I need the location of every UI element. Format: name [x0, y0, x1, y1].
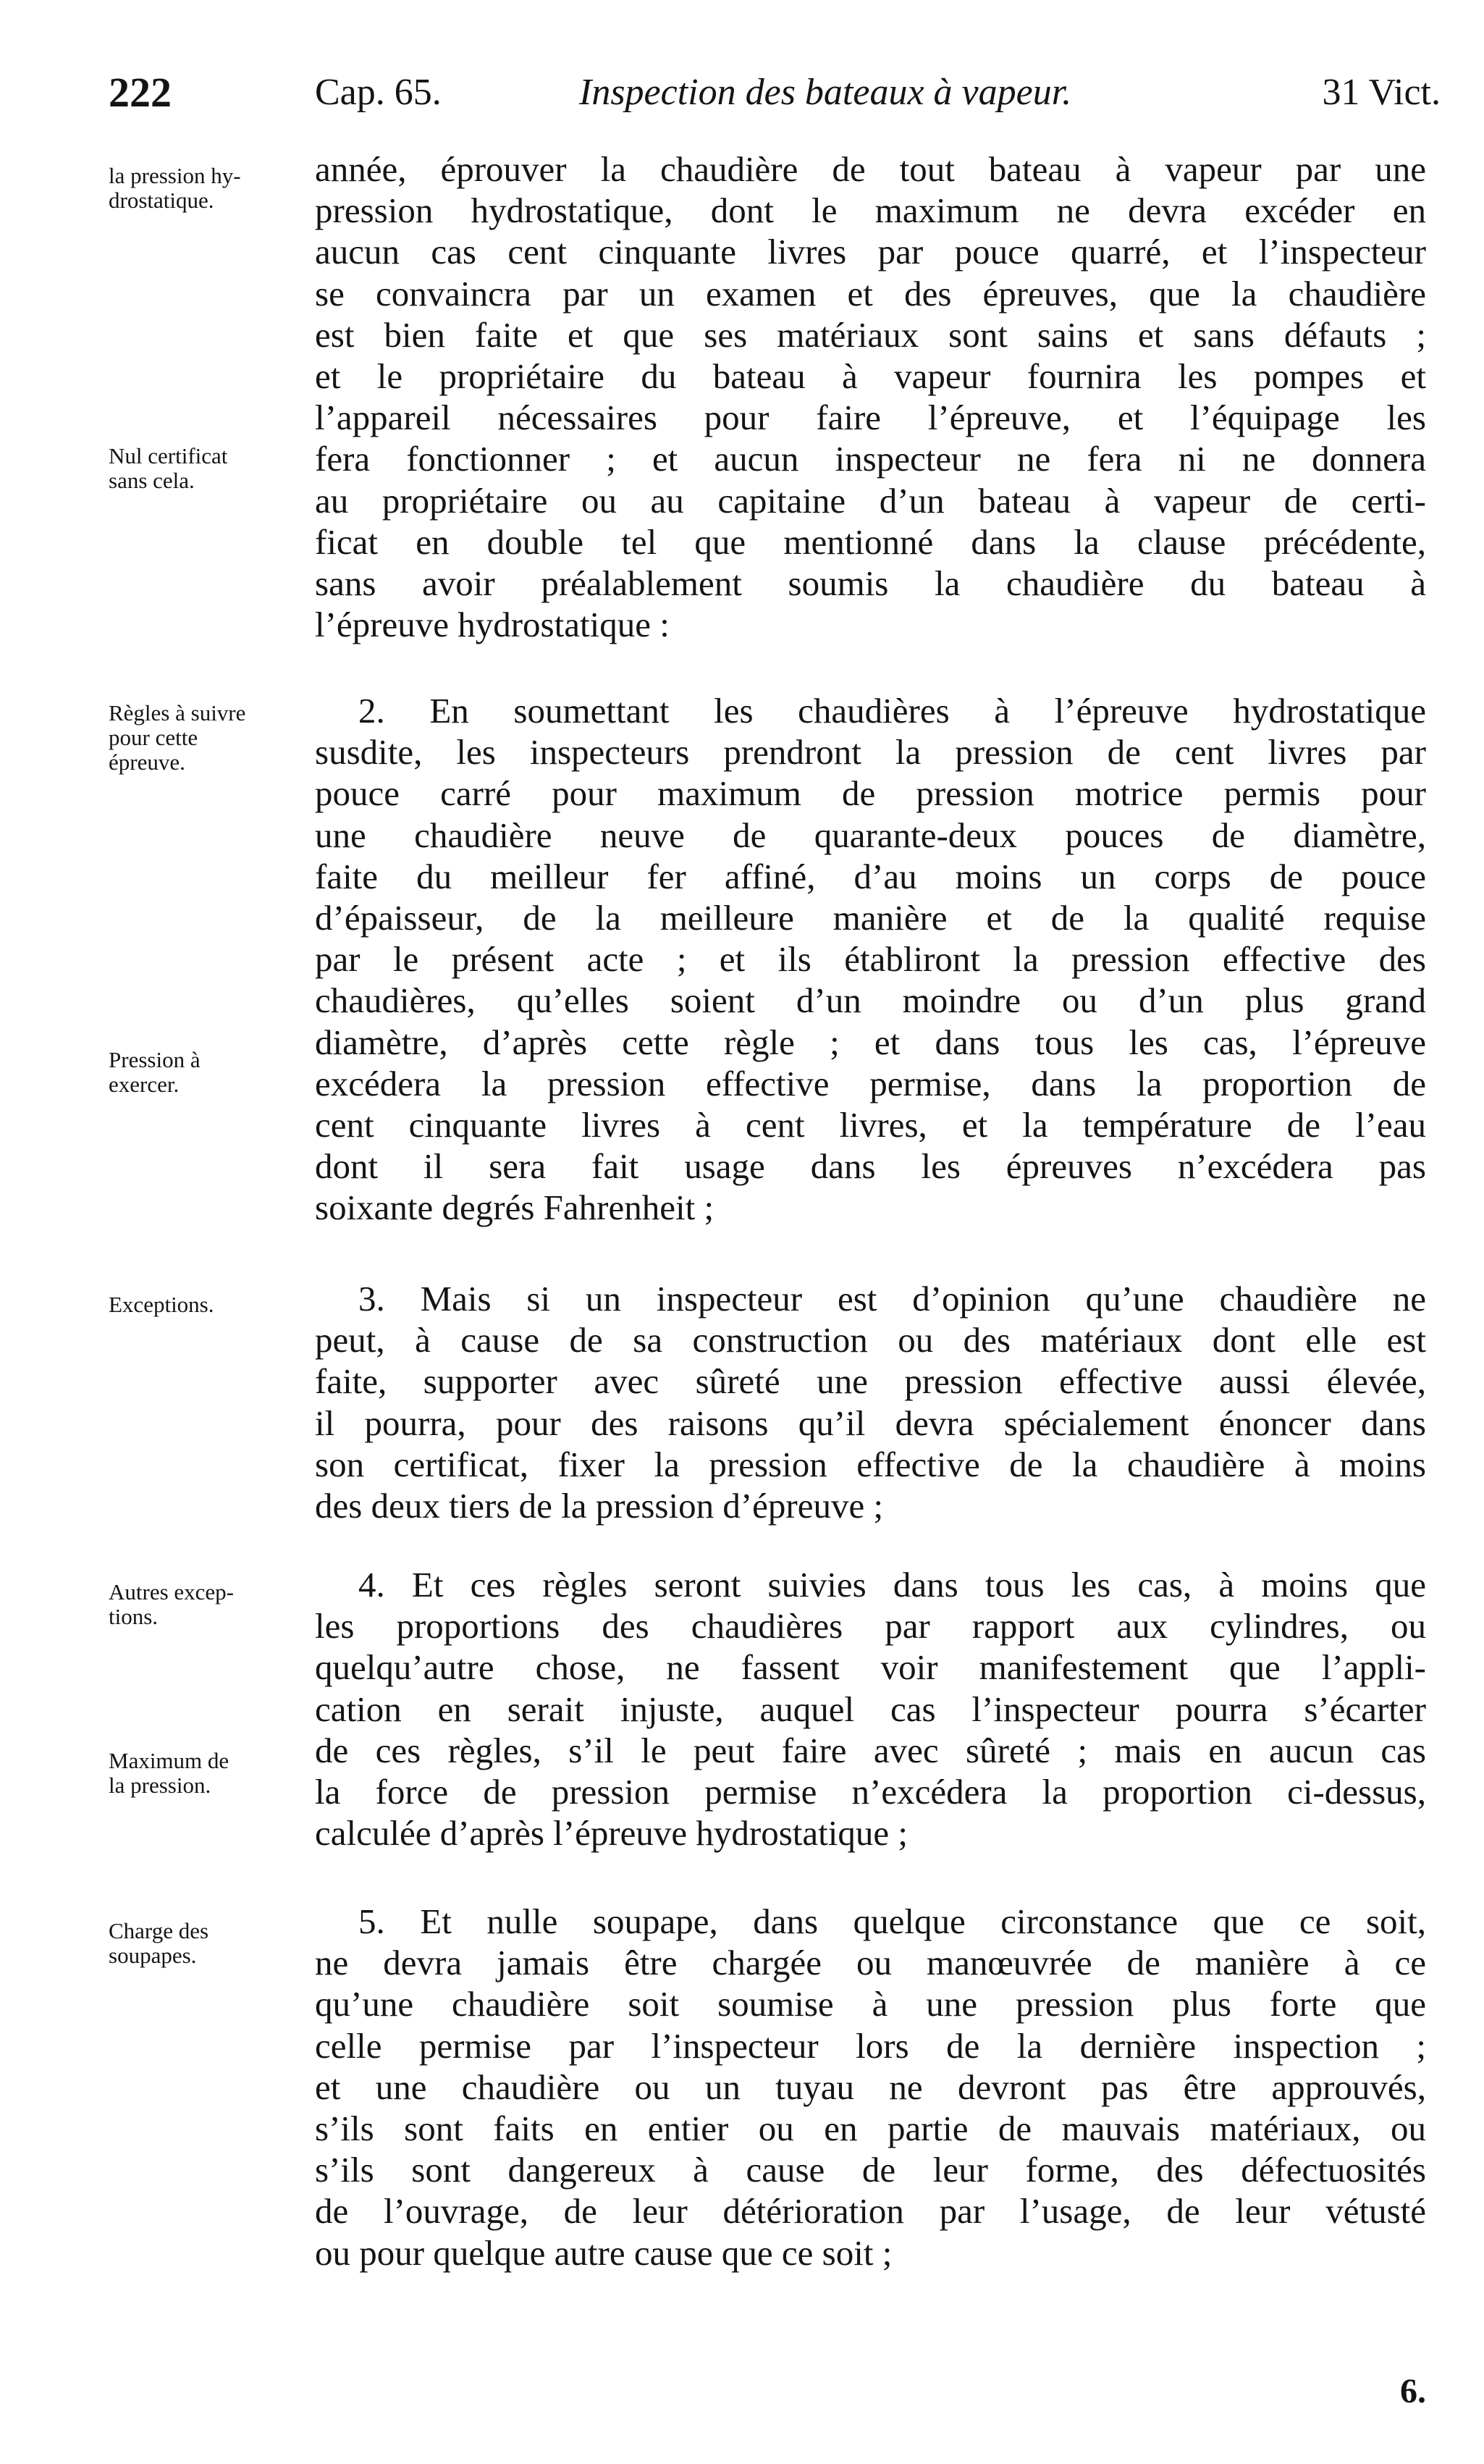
- text-line: s’ils sont dangereux à cause de leur forme, des défectuosités: [315, 2150, 1426, 2190]
- regnal-year: 31 Vict.: [1322, 72, 1441, 113]
- page-number: 222: [109, 69, 172, 116]
- text-line: se convaincra par un examen et des épreuves, que la chaudière: [315, 273, 1426, 314]
- text-line: faite du meilleur fer affiné, d’au moins un corps de pouce: [315, 856, 1426, 896]
- text-line: peut, à cause de sa construction ou des matériaux dont elle est: [315, 1320, 1426, 1361]
- text-line: de ces règles, s’il le peut faire avec sûreté ; mais en aucun cas: [315, 1730, 1426, 1770]
- margin-note-line: Pression à: [109, 1047, 201, 1072]
- margin-note-line: la pression.: [109, 1773, 211, 1798]
- paragraph-2: [315, 690, 1426, 1229]
- text-line: soixante degrés Fahrenheit ;: [315, 1187, 714, 1228]
- margin-note: [109, 444, 297, 493]
- text-line: ou pour quelque autre cause que ce soit ;: [315, 2232, 893, 2273]
- text-line: cation en serait injuste, auquel cas l’inspecteur pourra s’écarter: [315, 1689, 1426, 1729]
- text-line: sans avoir préalablement soumis la chaudière du bateau à: [315, 563, 1426, 604]
- text-line: fera fonctionner ; et aucun inspecteur ne fera ni ne donnera: [315, 439, 1426, 479]
- margin-note: [109, 1919, 297, 1968]
- paragraph-3: [315, 1278, 1426, 1526]
- paragraph-4: [315, 1564, 1426, 1854]
- chapter-label: Cap. 65.: [315, 72, 442, 113]
- text-line: les proportions des chaudières par rapport aux cylindres, ou: [315, 1606, 1426, 1647]
- text-line: son certificat, fixer la pression effective de la chaudière à moins: [315, 1444, 1426, 1484]
- margin-note: [109, 1580, 297, 1629]
- margin-note-line: Charge des: [109, 1918, 209, 1943]
- text-line: 2. En soumettant les chaudières à l’épreuve hydrostatique: [358, 691, 1426, 731]
- text-line: la force de pression permise n’excédera la proportion ci-dessus,: [315, 1772, 1426, 1812]
- margin-note-line: Maximum de: [109, 1748, 229, 1773]
- margin-note-line: Nul certificat: [109, 443, 228, 468]
- text-line: excédera la pression effective permise, dans la proportion de: [315, 1063, 1426, 1103]
- margin-note-line: Règles à suivre: [109, 700, 246, 726]
- text-line: aucun cas cent cinquante livres par pouce quarré, et l’inspecteur: [315, 232, 1426, 272]
- text-line: l’épreuve hydrostatique :: [315, 605, 670, 645]
- text-line: au propriétaire ou au capitaine d’un bateau à vapeur de certi-: [315, 480, 1426, 521]
- margin-note: [109, 1749, 297, 1798]
- text-line: de l’ouvrage, de leur détérioration par l’usage, de leur vétusté: [315, 2191, 1426, 2232]
- margin-note: [109, 1292, 297, 1317]
- margin-note-line: sans cela.: [109, 468, 195, 493]
- text-line: pouce carré pour maximum de pression motrice permis pour: [315, 773, 1426, 814]
- text-line: 5. Et nulle soupape, dans quelque circonstance que ce soit,: [358, 1901, 1426, 1941]
- text-line: diamètre, d’après cette règle ; et dans tous les cas, l’épreuve: [315, 1022, 1426, 1062]
- text-line: ficat en double tel que mentionné dans la clause précédente,: [315, 521, 1426, 562]
- text-line: quelqu’autre chose, ne fassent voir manifestement que l’appli-: [315, 1647, 1426, 1688]
- margin-note-line: épreuve.: [109, 749, 185, 775]
- text-line: celle permise par l’inspecteur lors de la dernière inspection ;: [315, 2025, 1426, 2066]
- paragraph-continuation: [315, 148, 1426, 645]
- text-line: année, éprouver la chaudière de tout bateau à vapeur par une: [315, 149, 1426, 189]
- text-line: et une chaudière ou un tuyau ne devront pas être approuvés,: [315, 2066, 1426, 2107]
- margin-note-line: Autres excep-: [109, 1579, 234, 1605]
- text-line: est bien faite et que ses matériaux sont sains et sans défauts ;: [315, 314, 1426, 355]
- running-header: [109, 64, 1441, 122]
- text-line: susdite, les inspecteurs prendront la pression de cent livres par: [315, 732, 1426, 773]
- margin-note: [109, 701, 297, 775]
- text-line: et le propriétaire du bateau à vapeur fournira les pompes et: [315, 356, 1426, 397]
- margin-note: [109, 164, 297, 213]
- text-line: des deux tiers de la pression d’épreuve ;: [315, 1486, 884, 1526]
- text-line: faite, supporter avec sûreté une pression effective aussi élevée,: [315, 1361, 1426, 1402]
- text-line: pression hydrostatique, dont le maximum ne devra excéder en: [315, 190, 1426, 231]
- text-line: calculée d’après l’épreuve hydrostatique ;: [315, 1813, 908, 1854]
- text-line: s’ils sont faits en entier ou en partie de mauvais matériaux, ou: [315, 2108, 1426, 2149]
- text-line: cent cinquante livres à cent livres, et la température de l’eau: [315, 1105, 1426, 1145]
- margin-note-line: drostatique.: [109, 188, 214, 213]
- text-line: par le présent acte ; et ils établiront la pression effective des: [315, 939, 1426, 980]
- text-line: l’appareil nécessaires pour faire l’épreuve, et l’équipage les: [315, 398, 1426, 438]
- text-line: d’épaisseur, de la meilleure manière et de la qualité requise: [315, 898, 1426, 938]
- margin-note-line: exercer.: [109, 1072, 180, 1097]
- text-line: ne devra jamais être chargée ou manœuvrée de manière à ce: [315, 1943, 1426, 1983]
- text-line: qu’une chaudière soit soumise à une pression plus forte que: [315, 1984, 1426, 2024]
- margin-note-line: soupapes.: [109, 1943, 197, 1968]
- margin-note-line: Exceptions.: [109, 1292, 214, 1317]
- text-line: 3. Mais si un inspecteur est d’opinion qu’une chaudière ne: [358, 1279, 1426, 1319]
- margin-note-line: pour cette: [109, 725, 198, 750]
- text-line: il pourra, pour des raisons qu’il devra spécialement énoncer dans: [315, 1403, 1426, 1443]
- text-line: chaudières, qu’elles soient d’un moindre ou d’un plus grand: [315, 980, 1426, 1021]
- margin-note: [109, 1048, 297, 1097]
- text-line: dont il sera fait usage dans les épreuves n’excédera pas: [315, 1146, 1426, 1187]
- margin-note-line: tions.: [109, 1604, 159, 1629]
- text-line: une chaudière neuve de quarante-deux pouces de diamètre,: [315, 815, 1426, 855]
- running-title: Inspection des bateaux à vapeur.: [579, 72, 1072, 113]
- signature-mark: 6.: [1400, 2372, 1426, 2410]
- margin-note-line: la pression hy-: [109, 163, 241, 188]
- text-line: 4. Et ces règles seront suivies dans tous les cas, à moins que: [358, 1565, 1426, 1605]
- paragraph-5: [315, 1901, 1426, 2274]
